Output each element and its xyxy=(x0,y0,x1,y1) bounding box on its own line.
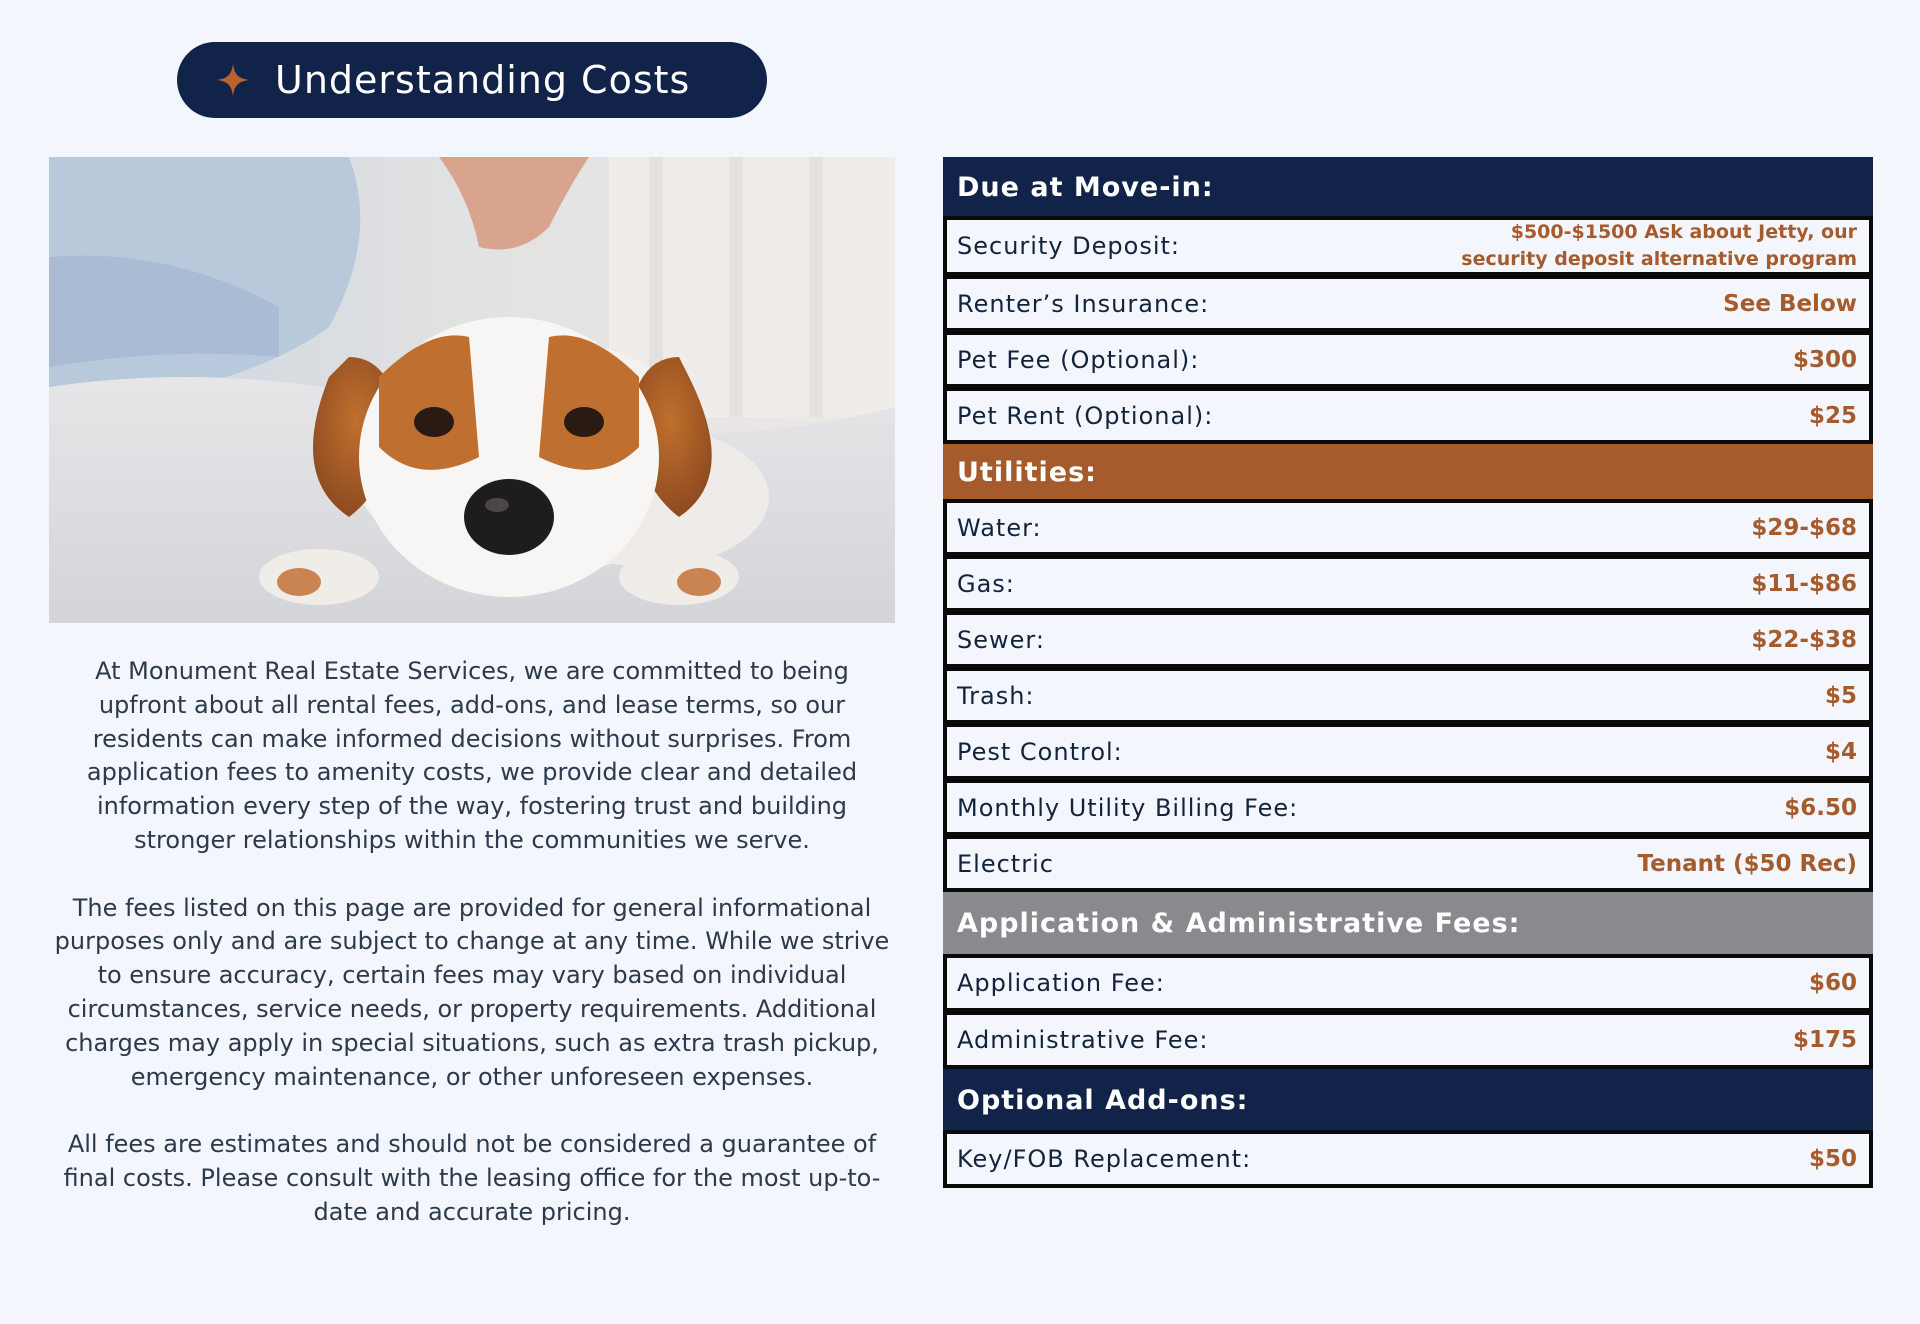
row-label: Security Deposit: xyxy=(957,232,1181,260)
row-value: $500-$1500 Ask about Jetty, our security deposit alternative program xyxy=(1461,221,1857,270)
row-label: Water: xyxy=(957,513,1042,542)
row-value: $50 xyxy=(1808,1146,1857,1172)
table-row xyxy=(943,275,1873,332)
row-label: Gas: xyxy=(957,569,1015,598)
row-value: $175 xyxy=(1792,1027,1857,1053)
section-header-utilities: Utilities: xyxy=(943,444,1873,500)
row-label: Electric xyxy=(957,849,1054,878)
cost-table xyxy=(943,157,1873,1188)
row-label: Pest Control: xyxy=(957,737,1123,766)
row-value: $300 xyxy=(1792,346,1857,373)
paragraph-2: The fees listed on this page are provided for general informational purposes only and are subject to change at any time. While we strive to ensure accuracy, certain fees may vary based on individual circumstances, service needs, or property requirements. Additional charges may apply in special situations, such as extra trash pickup, emergency maintenance, or other unforeseen expenses. xyxy=(54,893,890,1091)
row-value: $22-$38 xyxy=(1751,626,1857,653)
table-row xyxy=(943,779,1873,836)
row-label: Application Fee: xyxy=(957,969,1165,997)
intro-text xyxy=(49,655,895,1263)
table-row xyxy=(943,331,1873,388)
paragraph-1: At Monument Real Estate Services, we are committed to being upfront about all rental fees, add-ons, and lease terms, so our residents can make informed decisions without surprises. From application fees to amenity costs, we provide clear and detailed information every step of the way, fostering trust and building stronger relationships within the communities we serve. xyxy=(86,657,858,854)
row-value: $6.50 xyxy=(1784,794,1857,821)
table-row xyxy=(943,1130,1873,1188)
table-row xyxy=(943,499,1873,556)
table-row xyxy=(943,216,1873,276)
row-value: $60 xyxy=(1808,970,1857,996)
table-row xyxy=(943,954,1873,1012)
table-row xyxy=(943,835,1873,892)
row-label: Pet Fee (Optional): xyxy=(957,345,1200,374)
row-label: Sewer: xyxy=(957,625,1045,654)
dog-photo-illustration xyxy=(49,157,895,623)
table-row xyxy=(943,723,1873,780)
row-label: Monthly Utility Billing Fee: xyxy=(957,793,1299,822)
table-row xyxy=(943,555,1873,612)
row-label: Administrative Fee: xyxy=(957,1026,1209,1054)
row-label: Trash: xyxy=(957,681,1035,710)
paragraph-3: All fees are estimates and should not be considered a guarantee of final costs. Please consult with the leasing office for the most up-to-date and accurate pricing. xyxy=(63,1130,881,1226)
row-value: $11-$86 xyxy=(1751,570,1857,597)
section-header-optional-addons: Optional Add-ons: xyxy=(943,1069,1873,1131)
row-label: Renter’s Insurance: xyxy=(957,289,1210,318)
section-header-application-fees: Application & Administrative Fees: xyxy=(943,892,1873,955)
row-value: $5 xyxy=(1824,682,1857,709)
row-value: $25 xyxy=(1808,402,1857,429)
section-header-move-in: Due at Move-in: xyxy=(943,157,1873,217)
table-row xyxy=(943,667,1873,724)
row-label: Pet Rent (Optional): xyxy=(957,401,1214,430)
row-value: See Below xyxy=(1723,290,1857,317)
row-value: Tenant ($50 Rec) xyxy=(1637,850,1857,877)
sparkle-star-icon xyxy=(215,62,251,98)
table-row xyxy=(943,387,1873,444)
row-value: $4 xyxy=(1824,738,1857,765)
table-row xyxy=(943,611,1873,668)
row-label: Key/FOB Replacement: xyxy=(957,1145,1252,1173)
dog-photo xyxy=(49,157,895,623)
page-title: Understanding Costs xyxy=(275,58,691,102)
page-title-banner xyxy=(177,42,767,118)
row-value: $29-$68 xyxy=(1751,514,1857,541)
table-row xyxy=(943,1011,1873,1069)
